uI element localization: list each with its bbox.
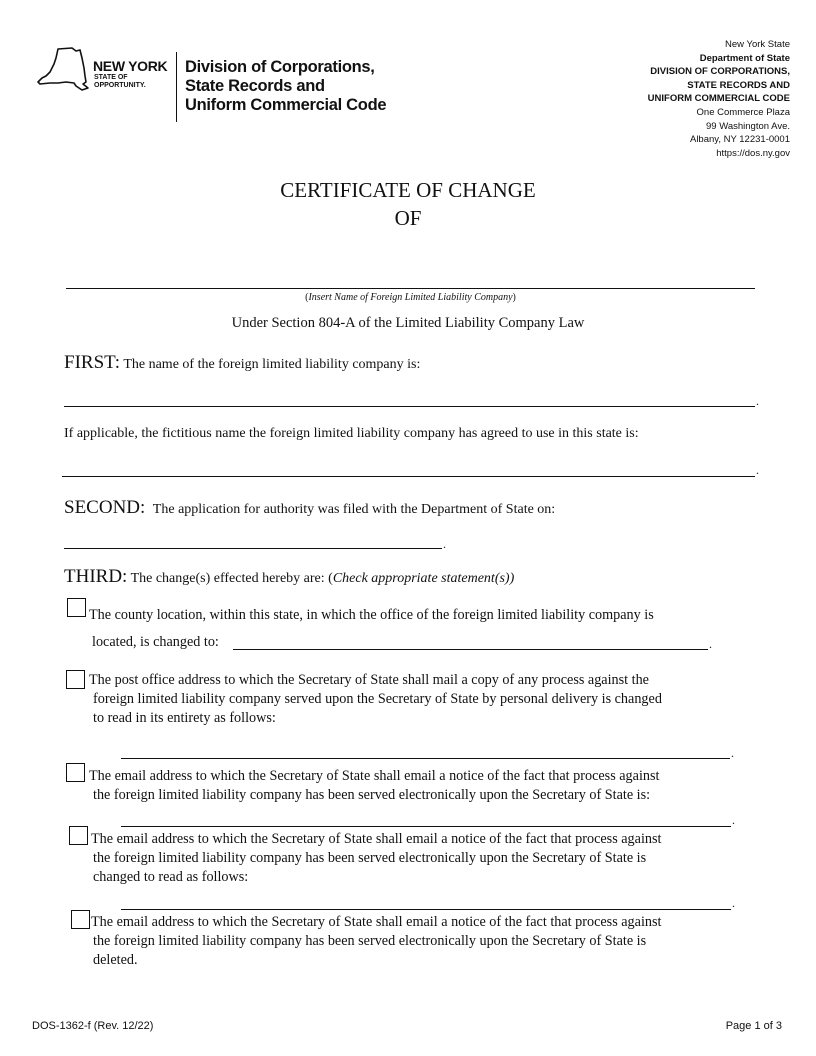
email-deleted-checkbox[interactable] [71, 910, 90, 929]
second-text: The application for authority was filed with the Department of State on: [152, 502, 556, 517]
new-york-state-map-icon [36, 46, 92, 98]
period: . [731, 746, 734, 760]
form-title: CERTIFICATE OF CHANGE [280, 178, 536, 202]
county-change-line2: located, is changed to: [92, 634, 219, 650]
second-label: SECOND: [64, 497, 146, 518]
logo-tagline-line2: OPPORTUNITY. [94, 82, 146, 89]
second-section-heading [64, 497, 555, 519]
period: . [732, 813, 735, 827]
agency-address-block [648, 38, 790, 160]
company-name-field[interactable] [66, 288, 755, 289]
agency-website: https://dos.ny.gov [716, 147, 790, 159]
logo-division-title [185, 58, 386, 115]
po-address-change-checkbox[interactable] [66, 670, 85, 689]
logo-divider [176, 52, 177, 122]
first-label: FIRST: [64, 352, 121, 373]
email-address-line1: The email address to which the Secretary of State shall email a notice of the fact that process against [89, 768, 660, 784]
company-name-caption: (Insert Name of Foreign Limited Liability Company) [305, 292, 516, 303]
logo-tagline-line1: STATE OF [94, 74, 128, 81]
fictitious-name-input-line[interactable] [62, 476, 755, 477]
third-section-heading [64, 566, 514, 588]
po-address-line3: to read in its entirety as follows: [93, 710, 276, 726]
logo-tagline [94, 74, 146, 90]
email-address-line2: the foreign limited liability company has been served electronically upon the Secretary of State is: [93, 787, 651, 803]
email-address-checkbox[interactable] [66, 763, 85, 782]
email-deleted-line1: The email address to which the Secretary of State shall email a notice of the fact that process against [91, 914, 662, 930]
third-label: THIRD: [64, 566, 128, 587]
logo-state-name: NEW YORK [93, 58, 168, 74]
first-section-heading [64, 352, 420, 374]
po-address-line1: The post office address to which the Secretary of State shall mail a copy of any process against the [89, 672, 649, 688]
company-name-input-line[interactable] [64, 406, 755, 407]
period: . [732, 896, 735, 910]
agency-address2: 99 Washington Ave. [706, 120, 790, 132]
county-change-checkbox[interactable] [67, 598, 86, 617]
first-text: The name of the foreign limited liability company is: [123, 357, 421, 372]
agency-division-line2: STATE RECORDS AND [687, 79, 790, 91]
email-change-line1: The email address to which the Secretary of State shall email a notice of the fact that process against [91, 831, 662, 847]
page-number: Page 1 of 3 [725, 1020, 782, 1032]
agency-division-line1: DIVISION OF CORPORATIONS, [650, 66, 790, 78]
email-deleted-line2: the foreign limited liability company has been served electronically upon the Secretary of State is [93, 933, 647, 949]
agency-state: New York State [725, 39, 790, 50]
email-address-input-line[interactable] [121, 826, 731, 827]
period: . [443, 537, 446, 551]
po-address-input-line[interactable] [121, 758, 730, 759]
logo-division-line2: State Records and [185, 77, 325, 95]
po-address-line2: foreign limited liability company served upon the Secretary of State by personal delivery is changed [93, 691, 662, 707]
agency-department: Department of State [699, 52, 790, 64]
fictitious-name-text: If applicable, the fictitious name the foreign limited liability company has agreed to use in this state is: [64, 426, 639, 441]
form-subtitle: Under Section 804-A of the Limited Liability Company Law [231, 315, 585, 331]
logo-division-line3: Uniform Commercial Code [185, 96, 387, 114]
email-change-input-line[interactable] [121, 909, 731, 910]
agency-division-line3: UNIFORM COMMERCIAL CODE [647, 93, 790, 105]
county-change-line1: The county location, within this state, in which the office of the foreign limited liability company is [89, 607, 654, 623]
form-title-of: OF [394, 206, 422, 230]
county-input-line[interactable] [233, 649, 708, 650]
third-instruction: Check appropriate statement(s)) [332, 571, 515, 586]
agency-address3: Albany, NY 12231-0001 [689, 134, 790, 146]
period: . [756, 394, 759, 408]
email-change-line2: the foreign limited liability company has been served electronically upon the Secretary of State is [93, 850, 647, 866]
agency-address1: One Commerce Plaza [696, 106, 790, 118]
email-deleted-line3: deleted. [93, 952, 138, 968]
logo-division-line1: Division of Corporations, [185, 58, 375, 76]
email-change-line3: changed to read as follows: [93, 869, 249, 885]
email-change-checkbox[interactable] [69, 826, 88, 845]
period: . [756, 463, 759, 477]
period: . [709, 637, 712, 651]
third-text: The change(s) effected hereby are: ( [130, 571, 333, 586]
form-number: DOS-1362-f (Rev. 12/22) [32, 1020, 154, 1032]
filing-date-input-line[interactable] [64, 548, 442, 549]
